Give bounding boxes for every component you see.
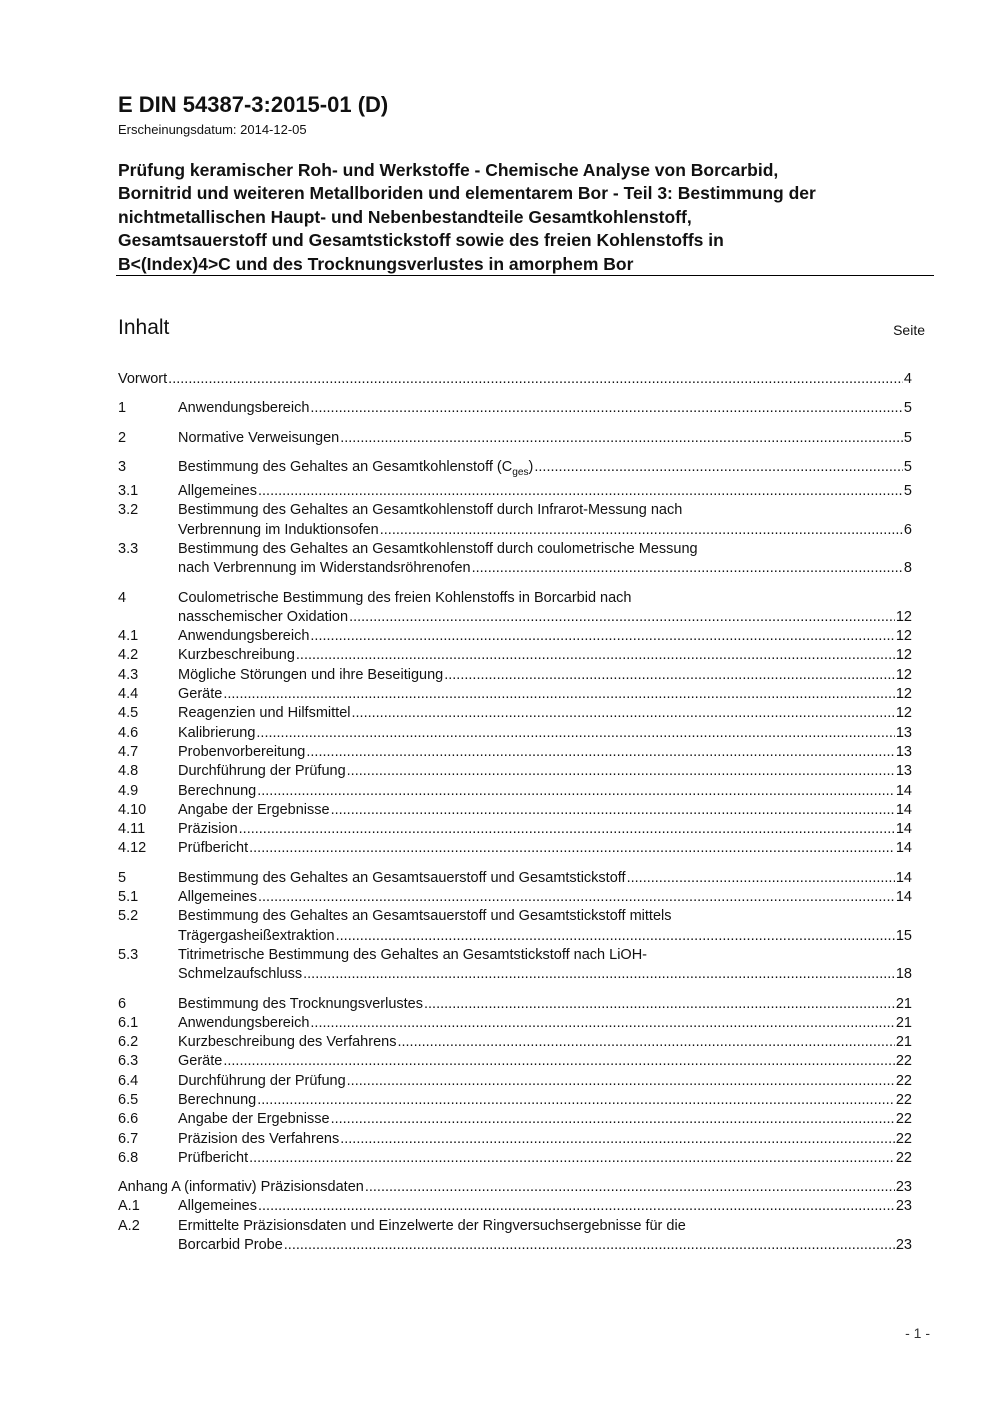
toc-entry-title: Präzision des Verfahrens (178, 1130, 340, 1147)
toc-entry[interactable] (118, 1110, 912, 1129)
toc-entry[interactable] (118, 1149, 912, 1168)
toc-leader-dots (347, 1072, 895, 1091)
toc-entry[interactable] (118, 946, 912, 985)
toc-entry-page: 12 (895, 628, 912, 645)
toc-entry-number: 5 (118, 869, 127, 886)
toc-entry[interactable] (118, 589, 912, 628)
toc-heading: Inhalt (118, 316, 170, 339)
toc-entry-number: 6.2 (118, 1034, 139, 1051)
toc-leader-dots (223, 1052, 895, 1071)
toc-entry-title: Kalibrierung (178, 724, 256, 741)
toc-entry[interactable] (118, 1178, 912, 1197)
toc-entry-title: Schmelzaufschluss (178, 966, 303, 983)
toc-entry-title: Prüfbericht (178, 840, 249, 857)
toc-entry-title: Reagenzien und Hilfsmittel (178, 705, 351, 722)
toc-entry-title: Durchführung der Prüfung (178, 1072, 346, 1089)
toc-entry-page: 4 (903, 371, 912, 387)
toc-entry-title: Prüfbericht (178, 1149, 249, 1166)
title-line: nichtmetallischen Haupt- und Nebenbestandteile Gesamtkohlenstoff, (118, 206, 692, 227)
toc-leader-dots (310, 399, 903, 418)
toc-entry[interactable] (118, 762, 912, 781)
toc-entry-title: Geräte (178, 686, 223, 703)
toc-entry-title: Angabe der Ergebnisse (178, 801, 330, 818)
toc-entry-page: 14 (895, 782, 912, 799)
toc-entry-page: 23 (895, 1198, 912, 1215)
toc-leader-dots (296, 646, 895, 665)
toc-entry-number: A.1 (118, 1198, 140, 1215)
toc-leader-dots (258, 1197, 895, 1216)
toc-leader-dots (310, 1014, 894, 1033)
toc-leader-dots (258, 888, 895, 907)
toc-entry-number: 4.5 (118, 705, 139, 722)
toc-entry-title: Allgemeines (178, 889, 257, 906)
toc-entry-number: 4.12 (118, 840, 147, 857)
toc-entry-page: 5 (903, 400, 912, 417)
toc-entry-page: 12 (895, 647, 912, 664)
toc-leader-dots (310, 627, 894, 646)
toc-entry-page: 14 (895, 801, 912, 818)
toc-entry-title: Borcarbid Probe (178, 1237, 283, 1254)
toc-entry[interactable] (118, 458, 912, 482)
document-id: E DIN 54387-3:2015-01 (D) (118, 92, 389, 117)
toc-entry[interactable] (118, 540, 912, 579)
toc-entry-page: 12 (895, 608, 912, 625)
toc-entry-number: 6.7 (118, 1130, 139, 1147)
toc-leader-dots (349, 608, 895, 627)
publication-date: Erscheinungsdatum: 2014-12-05 (118, 122, 307, 137)
toc-leader-dots (331, 1110, 895, 1129)
toc-entry-page: 8 (903, 560, 912, 577)
toc-entry[interactable] (118, 801, 912, 820)
toc-entry-page: 12 (895, 686, 912, 703)
toc-entry[interactable] (118, 666, 912, 685)
toc-entry-title: Durchführung der Prüfung (178, 763, 346, 780)
page-number: - 1 - (905, 1325, 930, 1341)
toc-entry-title: Bestimmung des Trocknungsverlustes (178, 995, 423, 1012)
toc-entry-title: Coulometrische Bestimmung des freien Kohlenstoffs in Borcarbid nach (178, 589, 632, 606)
toc-entry[interactable] (118, 1091, 912, 1110)
table-of-contents (118, 370, 912, 1255)
toc-entry-number: 6.4 (118, 1072, 139, 1089)
toc-entry-title: Allgemeines (178, 483, 257, 500)
toc-leader-dots (303, 965, 895, 984)
toc-entry-title: Anwendungsbereich (178, 1014, 310, 1031)
toc-leader-dots (306, 743, 894, 762)
toc-leader-dots (340, 429, 903, 448)
toc-leader-dots (223, 685, 895, 704)
toc-leader-dots (472, 559, 903, 578)
toc-entry-page: 21 (895, 1034, 912, 1051)
toc-entry-title: Titrimetrische Bestimmung des Gehaltes an Gesamtstickstoff nach LiOH- (178, 946, 648, 963)
toc-entry-number: 5.3 (118, 946, 139, 963)
toc-entry-number: 4.7 (118, 743, 139, 760)
toc-entry-page: 6 (903, 521, 912, 538)
toc-entry-number: 6.3 (118, 1053, 139, 1070)
toc-leader-dots (284, 1236, 895, 1255)
toc-entry-page: 12 (895, 705, 912, 722)
toc-leader-dots (239, 820, 895, 839)
toc-entry-number: 6.5 (118, 1091, 139, 1108)
toc-entry-page: 14 (895, 821, 912, 838)
toc-entry-number: 6 (118, 995, 127, 1012)
toc-entry-title: Bestimmung des Gehaltes an Gesamtkohlenstoff $(C_{ges})$ (178, 458, 534, 478)
toc-entry[interactable] (118, 482, 912, 501)
toc-leader-dots (340, 1130, 895, 1149)
toc-entry[interactable] (118, 501, 912, 540)
toc-entry-page: 13 (895, 743, 912, 760)
toc-leader-dots (444, 666, 895, 685)
toc-leader-dots (257, 1091, 895, 1110)
toc-leader-dots (380, 521, 903, 540)
toc-entry-page: 15 (895, 927, 912, 944)
title-line: Prüfung keramischer Roh- und Werkstoffe - Chemische Analyse von Borcarbid, (118, 160, 779, 180)
toc-entry-page: 22 (895, 1053, 912, 1070)
toc-entry[interactable] (118, 724, 912, 743)
toc-leader-dots (424, 995, 895, 1014)
toc-entry-title: Bestimmung des Gehaltes an Gesamtsauerstoff und Gesamtstickstoff mittels (178, 908, 672, 925)
toc-entry-page: 22 (895, 1111, 912, 1128)
toc-entry[interactable] (118, 820, 912, 839)
toc-entry-number: 4.3 (118, 666, 139, 683)
toc-entry-number: 4.11 (118, 821, 146, 838)
title-line: B<(Index)4>C und des Trocknungsverlustes in amorphem Bor (118, 253, 634, 274)
toc-entry[interactable] (118, 743, 912, 762)
toc-leader-dots (249, 1149, 895, 1168)
toc-entry[interactable] (118, 1130, 912, 1149)
toc-entry-page: 22 (895, 1091, 912, 1108)
toc-entry-number: 4.4 (118, 686, 139, 703)
toc-leader-dots (397, 1033, 894, 1052)
toc-entry[interactable] (118, 782, 912, 801)
toc-entry-page: 13 (895, 763, 912, 780)
toc-entry-title: nach Verbrennung im Widerstandsröhrenofen (178, 560, 471, 577)
toc-entry-title: Geräte (178, 1053, 223, 1070)
document-title (118, 159, 934, 276)
toc-entry-number: A.2 (118, 1217, 140, 1234)
toc-entry[interactable] (118, 429, 912, 448)
toc-entry-number: 3.3 (118, 540, 139, 557)
toc-entry[interactable] (118, 627, 912, 646)
toc-entry-title: Ermittelte Präzisionsdaten und Einzelwerte der Ringversuchsergebnisse für die (178, 1217, 686, 1234)
toc-entry[interactable] (118, 1052, 912, 1071)
toc-entry-title: Vorwort (118, 371, 168, 387)
toc-entry-number: 3.2 (118, 502, 139, 519)
toc-leader-dots (351, 704, 894, 723)
toc-entry-number: 4.10 (118, 801, 147, 818)
toc-entry-page: 21 (895, 995, 912, 1012)
toc-entry[interactable] (118, 685, 912, 704)
toc-entry-title: Anwendungsbereich (178, 400, 310, 417)
toc-entry-page: 23 (895, 1237, 912, 1254)
toc-entry[interactable] (118, 1217, 912, 1256)
toc-entry[interactable] (118, 399, 912, 418)
toc-entry-page: 12 (895, 666, 912, 683)
toc-entry-title: Kurzbeschreibung (178, 647, 295, 664)
toc-entry[interactable] (118, 888, 912, 907)
title-line: Gesamtsauerstoff und Gesamtstickstoff sowie des freien Kohlenstoffs in (118, 230, 724, 251)
toc-entry-page: 14 (895, 869, 912, 886)
toc-leader-dots (534, 458, 903, 477)
toc-leader-dots (336, 927, 895, 946)
toc-entry-title: Berechnung (178, 782, 257, 799)
toc-entry-page: 21 (895, 1014, 912, 1031)
toc-entry[interactable] (118, 370, 912, 389)
toc-entry-page: 22 (895, 1149, 912, 1166)
toc-leader-dots (258, 482, 903, 501)
toc-entry[interactable] (118, 1197, 912, 1216)
toc-leader-dots (168, 370, 903, 389)
toc-entry-page: 5 (903, 429, 912, 446)
toc-leader-dots (347, 762, 895, 781)
toc-entry-title: nasschemischer Oxidation (178, 608, 349, 625)
toc-entry-title: Mögliche Störungen und ihre Beseitigung (178, 666, 444, 683)
toc-entry-number: 1 (118, 400, 127, 417)
toc-entry-number: 4.2 (118, 647, 139, 664)
toc-entry-title: Präzision (178, 821, 238, 838)
toc-entry-page: 23 (895, 1179, 912, 1196)
toc-entry[interactable] (118, 1014, 912, 1033)
toc-entry-title: Allgemeines (178, 1198, 257, 1215)
toc-entry-title: Anhang A (informativ) Präzisionsdaten (118, 1179, 364, 1196)
toc-entry-number: 4.8 (118, 763, 139, 780)
toc-entry-title: Kurzbeschreibung des Verfahrens (178, 1034, 397, 1051)
toc-entry-subscript: ges (512, 466, 529, 478)
toc-entry[interactable] (118, 1033, 912, 1052)
toc-leader-dots (249, 839, 895, 858)
toc-entry-title: Trägergasheißextraktion (178, 927, 335, 944)
toc-leader-dots (627, 869, 895, 888)
toc-entry-title: Probenvorbereitung (178, 743, 306, 760)
toc-entry-title: Bestimmung des Gehaltes an Gesamtsauerstoff und Gesamtstickstoff (178, 869, 626, 886)
toc-entry-page: 22 (895, 1130, 912, 1147)
toc-entry-page: 14 (895, 840, 912, 857)
toc-entry[interactable] (118, 839, 912, 858)
toc-entry-page: 13 (895, 724, 912, 741)
toc-entry-title: Bestimmung des Gehaltes an Gesamtkohlenstoff durch coulometrische Messung (178, 540, 698, 557)
toc-leader-dots (256, 724, 894, 743)
toc-entry-number: 2 (118, 429, 127, 446)
toc-entry-number: 4.6 (118, 724, 139, 741)
toc-entry-page: 5 (903, 458, 912, 475)
toc-entry-number: 4.1 (118, 628, 139, 645)
toc-entry-page: 5 (903, 483, 912, 500)
toc-entry[interactable] (118, 907, 912, 946)
toc-entry-page: 22 (895, 1072, 912, 1089)
toc-entry-number: 3.1 (118, 483, 139, 500)
toc-entry[interactable] (118, 1072, 912, 1091)
toc-leader-dots (257, 782, 895, 801)
toc-entry-title: Angabe der Ergebnisse (178, 1111, 330, 1128)
toc-entry-number: 5.1 (118, 889, 139, 906)
toc-entry[interactable] (118, 646, 912, 665)
toc-entry[interactable] (118, 869, 912, 888)
toc-leader-dots (365, 1178, 895, 1197)
title-divider (116, 275, 934, 276)
toc-entry-number: 6.6 (118, 1111, 139, 1128)
toc-entry-number: 4.9 (118, 782, 139, 799)
toc-entry-number: 3 (118, 458, 127, 475)
toc-entry-page: 18 (895, 966, 912, 983)
toc-entry-title: Bestimmung des Gehaltes an Gesamtkohlenstoff durch Infrarot-Messung nach (178, 502, 683, 519)
toc-entry-title: Berechnung (178, 1091, 257, 1108)
toc-entry[interactable] (118, 995, 912, 1014)
toc-page-column-label: Seite (893, 322, 925, 338)
toc-entry-title: Normative Verweisungen (178, 429, 340, 446)
toc-entry-number: 5.2 (118, 908, 139, 925)
toc-entry[interactable] (118, 704, 912, 723)
toc-entry-title: Anwendungsbereich (178, 628, 310, 645)
toc-entry-page: 14 (895, 889, 912, 906)
title-line: Bornitrid und weiteren Metallboriden und elementarem Bor - Teil 3: Bestimmung der (118, 183, 816, 204)
toc-entry-title: Verbrennung im Induktionsofen (178, 521, 379, 538)
toc-leader-dots (331, 801, 895, 820)
toc-entry-number: 4 (118, 589, 127, 606)
toc-entry-number: 6.8 (118, 1149, 139, 1166)
toc-entry-number: 6.1 (118, 1014, 139, 1031)
